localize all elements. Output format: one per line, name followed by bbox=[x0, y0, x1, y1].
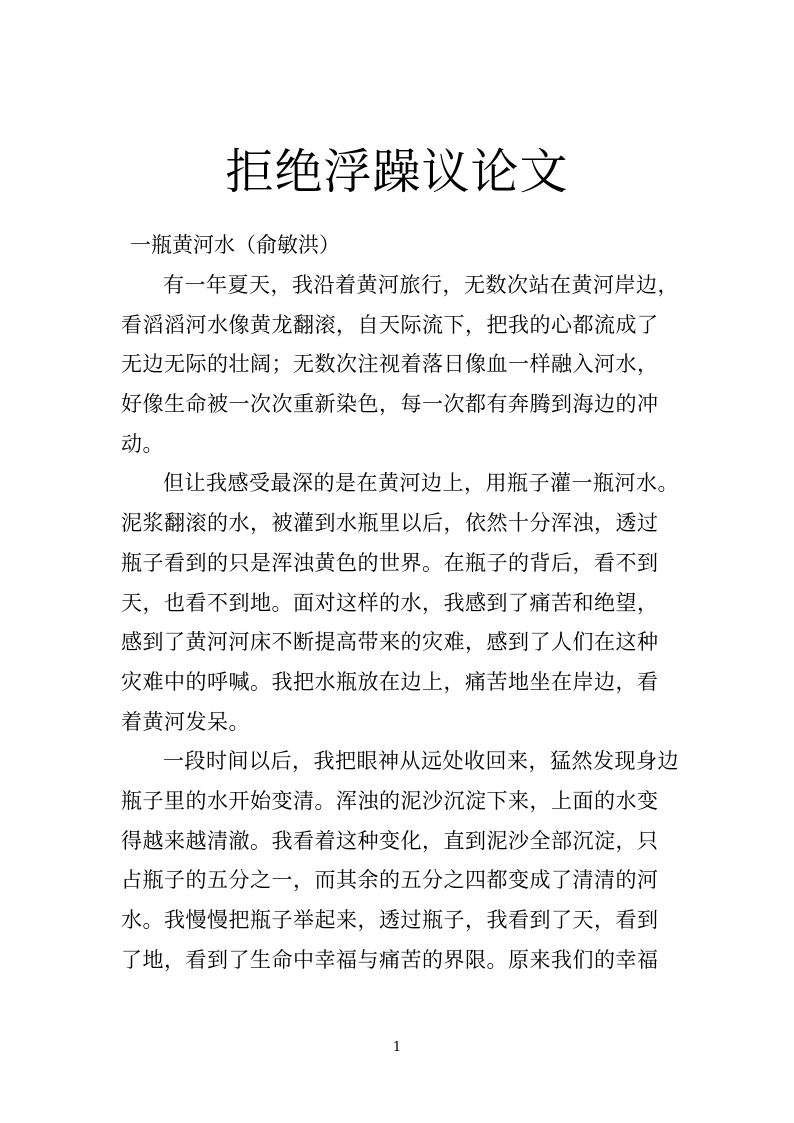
article-body bbox=[121, 266, 681, 980]
paragraph-line: 动。 bbox=[121, 431, 164, 456]
paragraph-line: 泥浆翻滚的水，被灌到水瓶里以后，依然十分浑浊，透过 bbox=[121, 511, 659, 536]
paragraph-line: 一段时间以后，我把眼神从远处收回来，猛然发现身边 bbox=[163, 749, 679, 774]
paragraph-line: 灾难中的呼喊。我把水瓶放在边上，痛苦地坐在岸边，看 bbox=[121, 669, 659, 694]
paragraph-line: 天，也看不到地。面对这样的水，我感到了痛苦和绝望， bbox=[121, 590, 659, 615]
page-number: 1 bbox=[392, 1040, 402, 1055]
page-title: 拒绝浮躁议论文 bbox=[225, 144, 569, 200]
paragraph-line: 得越来越清澈。我看着这种变化，直到泥沙全部沉淀，只 bbox=[121, 828, 659, 853]
paragraph-line: 看滔滔河水像黄龙翻滚，自天际流下，把我的心都流成了 bbox=[121, 312, 659, 337]
paragraph-line: 但让我感受最深的是在黄河边上，用瓶子灌一瓶河水。 bbox=[163, 471, 679, 496]
paragraph-line: 占瓶子的五分之一，而其余的五分之四都变成了清清的河 bbox=[121, 868, 659, 893]
paragraph-line: 着黄河发呆。 bbox=[121, 709, 250, 734]
paragraph-line: 无边无际的壮阔；无数次注视着落日像血一样融入河水， bbox=[121, 352, 659, 377]
article-subtitle: 一瓶黄河水（俞敏洪） bbox=[130, 233, 340, 257]
paragraph-line: 好像生命被一次次重新染色，每一次都有奔腾到海边的冲 bbox=[121, 392, 659, 417]
paragraph-line: 瓶子看到的只是浑浊黄色的世界。在瓶子的背后，看不到 bbox=[121, 550, 659, 575]
paragraph-line: 瓶子里的水开始变清。浑浊的泥沙沉淀下来，上面的水变 bbox=[121, 788, 659, 813]
paragraph-line: 有一年夏天，我沿着黄河旅行，无数次站在黄河岸边， bbox=[163, 273, 679, 297]
paragraph-line: 了地，看到了生命中幸福与痛苦的界限。原来我们的幸福 bbox=[121, 947, 659, 972]
paragraph-line: 感到了黄河河床不断提高带来的灾难，感到了人们在这种 bbox=[121, 630, 659, 655]
paragraph-line: 水。我慢慢把瓶子举起来，透过瓶子，我看到了天，看到 bbox=[121, 908, 659, 932]
